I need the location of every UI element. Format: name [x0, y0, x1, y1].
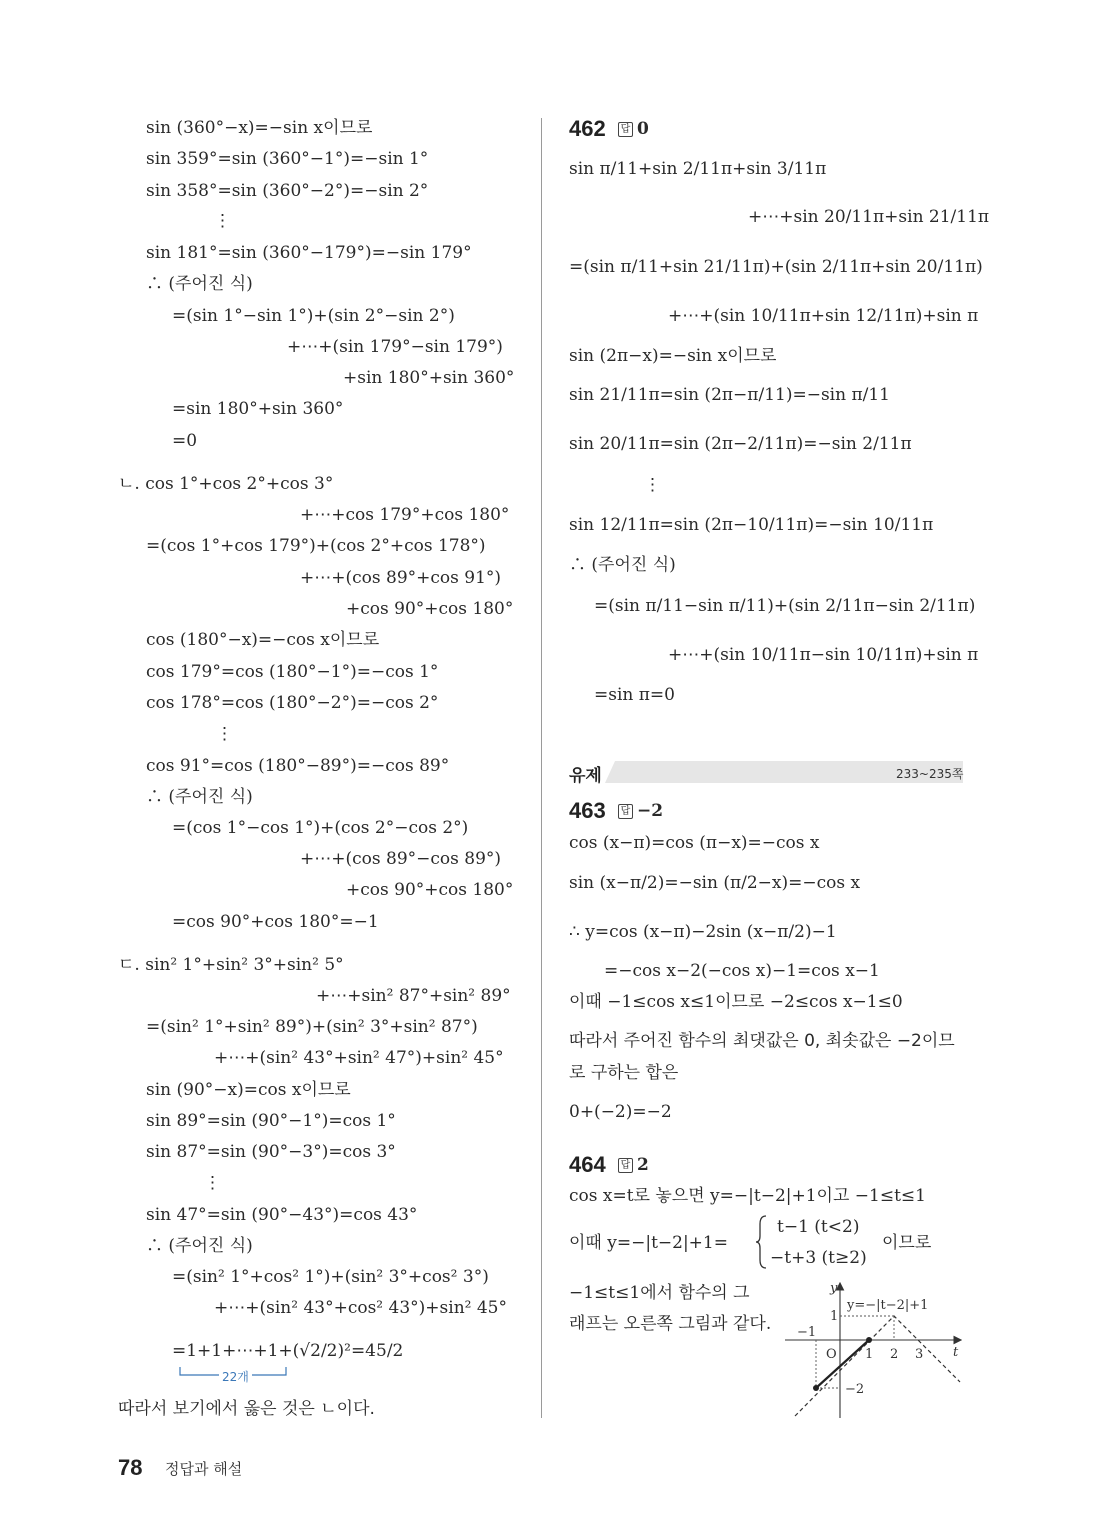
vertical-ellipsis: ⋮	[216, 724, 233, 744]
text-line: +⋯+sin 20/11π+sin 21/11π	[748, 207, 990, 227]
column-divider	[541, 118, 542, 1418]
piecewise-case: t−1 (t<2)	[777, 1217, 860, 1237]
vertical-ellipsis: ⋮	[644, 475, 661, 495]
graph-equation: y=−|t−2|+1	[847, 1298, 929, 1313]
text-line: =sin 180°+sin 360°	[172, 399, 344, 419]
text-line: +⋯+sin² 87°+sin² 89°	[316, 986, 511, 1006]
text-line: ㄷ. sin² 1°+sin² 3°+sin² 5°	[118, 955, 344, 975]
endpoint-dot	[866, 1337, 872, 1343]
text-line: cos 179°=cos (180°−1°)=−cos 1°	[146, 662, 439, 682]
text-line: ∴ (주어진 식)	[569, 555, 676, 575]
text-line: =(cos 1°+cos 179°)+(cos 2°+cos 178°)	[146, 536, 486, 556]
text-line: 래프는 오른쪽 그림과 같다.	[569, 1314, 772, 1334]
text-line: 따라서 주어진 함수의 최댓값은 0, 최솟값은 −2이므	[569, 1031, 955, 1051]
text-line: ㄴ. cos 1°+cos 2°+cos 3°	[118, 474, 334, 494]
graph-dashed-curve	[795, 1316, 960, 1416]
origin-label: O	[826, 1347, 837, 1362]
y-axis-label: y	[830, 1281, 838, 1296]
t-tick-label: 2	[890, 1347, 899, 1362]
vertical-ellipsis: ⋮	[214, 211, 231, 231]
text-line: +cos 90°+cos 180°	[346, 880, 514, 900]
problem-number: 464	[569, 1152, 606, 1177]
text-line: sin 47°=sin (90°−43°)=cos 43°	[146, 1205, 418, 1225]
brace-label: 22개	[219, 1368, 252, 1385]
text-line: =cos 90°+cos 180°=−1	[172, 912, 379, 932]
section-pages: 233~235쪽	[896, 767, 964, 781]
y-tick-label: −2	[845, 1382, 865, 1397]
text-line: sin 20/11π=sin (2π−2/11π)=−sin 2/11π	[569, 434, 912, 454]
text-line: sin 358°=sin (360°−2°)=−sin 2°	[146, 181, 429, 201]
text-line: sin 181°=sin (360°−179°)=−sin 179°	[146, 243, 472, 263]
text-line: 로 구하는 합은	[569, 1063, 679, 1083]
text-line: +⋯+cos 179°+cos 180°	[300, 505, 510, 525]
text-line: +⋯+(sin 179°−sin 179°)	[287, 337, 503, 357]
y-tick-label: −1	[797, 1325, 817, 1340]
text-line: sin π/11+sin 2/11π+sin 3/11π	[569, 159, 827, 179]
text-line: =1+1+⋯+1+(√2/2)²=45/2	[172, 1341, 404, 1361]
text-line: +⋯+(sin 10/11π−sin 10/11π)+sin π	[668, 645, 979, 665]
left-brace	[754, 1214, 770, 1270]
text-line: cos x=t로 놓으면 y=−|t−2|+1이고 −1≤t≤1	[569, 1186, 926, 1206]
text-line: sin 359°=sin (360°−1°)=−sin 1°	[146, 149, 429, 169]
text-line: 이때 −1≤cos x≤1이므로 −2≤cos x−1≤0	[569, 992, 903, 1012]
text-line: +⋯+(sin 10/11π+sin 12/11π)+sin π	[668, 306, 979, 326]
text-line: sin 12/11π=sin (2π−10/11π)=−sin 10/11π	[569, 515, 934, 535]
answer-icon: 답	[618, 1158, 633, 1173]
graph-solid-segment	[816, 1340, 869, 1388]
text-line: +cos 90°+cos 180°	[346, 599, 514, 619]
text-line: 0+(−2)=−2	[569, 1102, 672, 1122]
text-line: ∴ (주어진 식)	[146, 274, 253, 294]
text-line: sin (x−π/2)=−sin (π/2−x)=−cos x	[569, 873, 861, 893]
text-line: ∴ (주어진 식)	[146, 787, 253, 807]
function-graph	[785, 1278, 965, 1420]
text-line: 이때 y=−|t−2|+1=	[569, 1233, 728, 1253]
text-line: =(sin π/11+sin 21/11π)+(sin 2/11π+sin 20/11π)	[569, 257, 983, 277]
text-line: =sin π=0	[594, 685, 675, 705]
footer-label: 정답과 해설	[165, 1460, 243, 1478]
text-line: =0	[172, 431, 198, 451]
page-number: 78	[118, 1455, 143, 1480]
piecewise-case: −t+3 (t≥2)	[770, 1248, 867, 1268]
text-line: +⋯+(cos 89°−cos 89°)	[300, 849, 502, 869]
text-line: cos 178°=cos (180°−2°)=−cos 2°	[146, 693, 439, 713]
text-line: cos (180°−x)=−cos x이므로	[146, 630, 380, 650]
t-axis-label: t	[953, 1345, 959, 1360]
endpoint-dot	[813, 1385, 819, 1391]
y-tick-label: 1	[830, 1309, 839, 1324]
t-tick-label: 1	[865, 1347, 874, 1362]
text-line: +⋯+(sin² 43°+cos² 43°)+sin² 45°	[214, 1298, 507, 1318]
text-line: =−cos x−2(−cos x)−1=cos x−1	[604, 961, 880, 981]
vertical-ellipsis: ⋮	[204, 1173, 221, 1193]
problem-number: 462	[569, 116, 606, 141]
text-line: cos (x−π)=cos (π−x)=−cos x	[569, 833, 820, 853]
answer-icon: 답	[618, 122, 633, 137]
text-line: +⋯+(cos 89°+cos 91°)	[300, 568, 502, 588]
text-line: cos 91°=cos (180°−89°)=−cos 89°	[146, 756, 450, 776]
text-line: sin 87°=sin (90°−3°)=cos 3°	[146, 1142, 396, 1162]
answer-label: 답 −2	[612, 800, 663, 822]
text-line: sin 89°=sin (90°−1°)=cos 1°	[146, 1111, 396, 1131]
text-line: =(sin² 1°+cos² 1°)+(sin² 3°+cos² 3°)	[172, 1267, 489, 1287]
conclusion-text: 따라서 보기에서 옳은 것은 ㄴ이다.	[118, 1399, 375, 1419]
text-line: sin (90°−x)=cos x이므로	[146, 1080, 351, 1100]
text-line: sin 21/11π=sin (2π−π/11)=−sin π/11	[569, 385, 890, 405]
text-line: 이므로	[882, 1233, 932, 1253]
section-title: 유제	[569, 766, 602, 786]
answer-icon: 답	[618, 804, 633, 819]
answer-label: 답 0	[612, 118, 649, 140]
text-line: sin (360°−x)=−sin x이므로	[146, 118, 373, 138]
t-tick-label: 3	[915, 1347, 924, 1362]
text-line: +sin 180°+sin 360°	[343, 368, 515, 388]
text-line: =(sin² 1°+sin² 89°)+(sin² 3°+sin² 87°)	[146, 1017, 478, 1037]
text-line: ∴ (주어진 식)	[146, 1236, 253, 1256]
problem-number: 463	[569, 798, 606, 823]
text-line: −1≤t≤1에서 함수의 그	[569, 1283, 750, 1303]
text-line: ∴ y=cos (x−π)−2sin (x−π/2)−1	[569, 922, 837, 942]
text-line: +⋯+(sin² 43°+sin² 47°)+sin² 45°	[214, 1048, 504, 1068]
text-line: =(sin π/11−sin π/11)+(sin 2/11π−sin 2/11π)	[594, 596, 976, 616]
text-line: =(cos 1°−cos 1°)+(cos 2°−cos 2°)	[172, 818, 469, 838]
text-line: =(sin 1°−sin 1°)+(sin 2°−sin 2°)	[172, 306, 455, 326]
answer-label: 답 2	[612, 1154, 649, 1176]
text-line: sin (2π−x)=−sin x이므로	[569, 346, 777, 366]
